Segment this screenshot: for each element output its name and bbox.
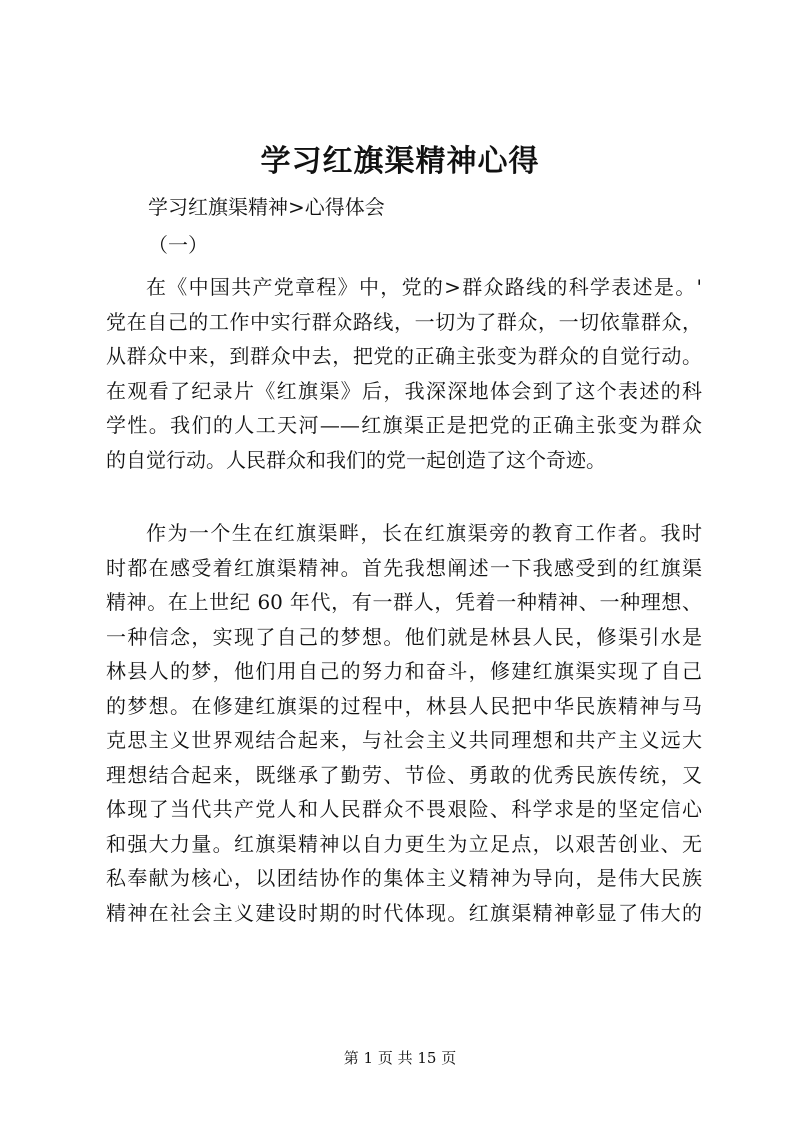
paragraph-line: 作为一个生在红旗渠畔，长在红旗渠旁的教育工作者。我时 xyxy=(146,521,702,545)
paragraph-line: 精神。在上世纪 60 年代，有一群人，凭着一种精神、一种理想、 xyxy=(106,590,702,614)
paragraph-2 xyxy=(106,516,702,930)
paragraph-line: 林县人的梦，他们用自己的努力和奋斗，修建红旗渠实现了自己 xyxy=(106,659,702,683)
page-footer: 第 1 页 共 15 页 xyxy=(343,1049,457,1067)
paragraph-line: 克思主义世界观结合起来，与社会主义共同理想和共产主义远大 xyxy=(106,728,702,752)
paragraph-line: 时都在感受着红旗渠精神。首先我想阐述一下我感受到的红旗渠 xyxy=(106,555,702,580)
paragraph-line: 精神在社会主义建设时期的时代体现。红旗渠精神彰显了伟大的 xyxy=(106,900,702,925)
document-subtitle: 学习红旗渠精神>心得体会 xyxy=(148,195,385,219)
section-marker: （一） xyxy=(148,233,208,257)
paragraph-line: 理想结合起来，既继承了勤劳、节俭、勇敢的优秀民族传统，又 xyxy=(106,762,702,787)
paragraph-line: 党在自己的工作中实行群众路线，一切为了群众，一切依靠群众， xyxy=(106,309,702,334)
paragraph-line: 的自觉行动。人民群众和我们的党一起创造了这个奇迹。 xyxy=(106,447,606,472)
paragraph-1 xyxy=(106,270,702,477)
paragraph-line: 在《中国共产党章程》中，党的>群众路线的科学表述是。' xyxy=(146,275,702,299)
paragraph-line: 学性。我们的人工天河——红旗渠正是把党的正确主张变为群众 xyxy=(106,413,702,437)
paragraph-line: 和强大力量。红旗渠精神以自力更生为立足点，以艰苦创业、无 xyxy=(106,831,702,856)
paragraph-line: 私奉献为核心，以团结协作的集体主义精神为导向，是伟大民族 xyxy=(106,866,702,890)
paragraph-line: 从群众中来，到群众中去，把党的正确主张变为群众的自觉行动。 xyxy=(106,344,702,368)
paragraph-line: 在观看了纪录片《红旗渠》后，我深深地体会到了这个表述的科 xyxy=(106,378,702,403)
paragraph-line: 体现了当代共产党人和人民群众不畏艰险、科学求是的坚定信心 xyxy=(106,797,702,821)
paragraph-line: 的梦想。在修建红旗渠的过程中，林县人民把中华民族精神与马 xyxy=(106,693,702,718)
page-title: 学习红旗渠精神心得 xyxy=(260,144,540,179)
paragraph-line: 一种信念，实现了自己的梦想。他们就是林县人民，修渠引水是 xyxy=(106,624,702,649)
